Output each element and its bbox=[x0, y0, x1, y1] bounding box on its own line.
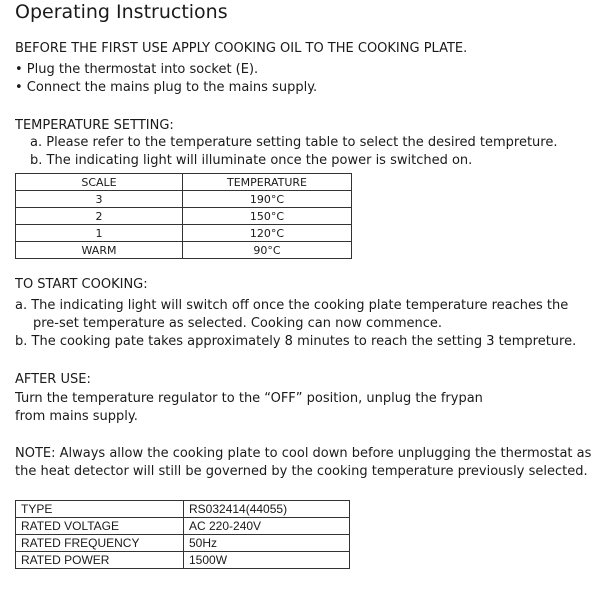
table-cell: 150°C bbox=[183, 208, 352, 225]
start-cooking-line: a. The indicating light will switch off once the cooking plate temperature reaches the bbox=[15, 298, 569, 313]
table-header-cell: SCALE bbox=[16, 174, 183, 191]
table-row bbox=[16, 501, 350, 518]
note-line: the heat detector will still be governed by the cooking temperature previously selected. bbox=[15, 464, 588, 479]
temperature-setting-heading: TEMPERATURE SETTING: bbox=[15, 118, 174, 133]
after-use-line: Turn the temperature regulator to the “OFF” position, unplug the frypan bbox=[15, 391, 483, 406]
temperature-table bbox=[15, 173, 352, 259]
start-cooking-line: b. The cooking pate takes approximately 8 minutes to reach the setting 3 tempreture. bbox=[15, 334, 577, 349]
spec-value: AC 220-240V bbox=[184, 518, 350, 535]
table-cell: 190°C bbox=[183, 191, 352, 208]
table-row bbox=[16, 225, 352, 242]
note-line: NOTE: Always allow the cooking plate to cool down before unplugging the thermostat as bbox=[15, 446, 592, 461]
first-use-heading: BEFORE THE FIRST USE APPLY COOKING OIL TO THE COOKING PLATE. bbox=[15, 41, 468, 56]
table-header-cell: TEMPERATURE bbox=[183, 174, 352, 191]
table-cell: 3 bbox=[16, 191, 183, 208]
temperature-setting-item: a. Please refer to the temperature setting table to select the desired tempreture. bbox=[30, 135, 558, 150]
after-use-line: from mains supply. bbox=[15, 409, 138, 424]
spec-value: 1500W bbox=[184, 552, 350, 569]
temperature-setting-item: b. The indicating light will illuminate once the power is switched on. bbox=[30, 153, 473, 168]
table-cell: 2 bbox=[16, 208, 183, 225]
spec-value: 50Hz bbox=[184, 535, 350, 552]
table-cell: 1 bbox=[16, 225, 183, 242]
table-row bbox=[16, 535, 350, 552]
page-title: Operating Instructions bbox=[15, 1, 228, 23]
spec-value: RS032414(44055) bbox=[184, 501, 350, 518]
spec-label: RATED POWER bbox=[16, 552, 184, 569]
table-cell: 90°C bbox=[183, 242, 352, 259]
table-header-row bbox=[16, 174, 352, 191]
table-row bbox=[16, 191, 352, 208]
table-cell: 120°C bbox=[183, 225, 352, 242]
table-row bbox=[16, 242, 352, 259]
spec-label: RATED FREQUENCY bbox=[16, 535, 184, 552]
table-row bbox=[16, 552, 350, 569]
after-use-heading: AFTER USE: bbox=[15, 372, 91, 387]
spec-label: RATED VOLTAGE bbox=[16, 518, 184, 535]
start-cooking-heading: TO START COOKING: bbox=[15, 277, 148, 292]
table-cell: WARM bbox=[16, 242, 183, 259]
first-use-bullet: • Connect the mains plug to the mains supply. bbox=[15, 80, 318, 95]
spec-label: TYPE bbox=[16, 501, 184, 518]
table-row bbox=[16, 518, 350, 535]
table-row bbox=[16, 208, 352, 225]
start-cooking-line: pre-set temperature as selected. Cooking can now commence. bbox=[33, 316, 442, 331]
specs-table bbox=[15, 500, 350, 569]
first-use-bullet: • Plug the thermostat into socket (E). bbox=[15, 62, 259, 77]
